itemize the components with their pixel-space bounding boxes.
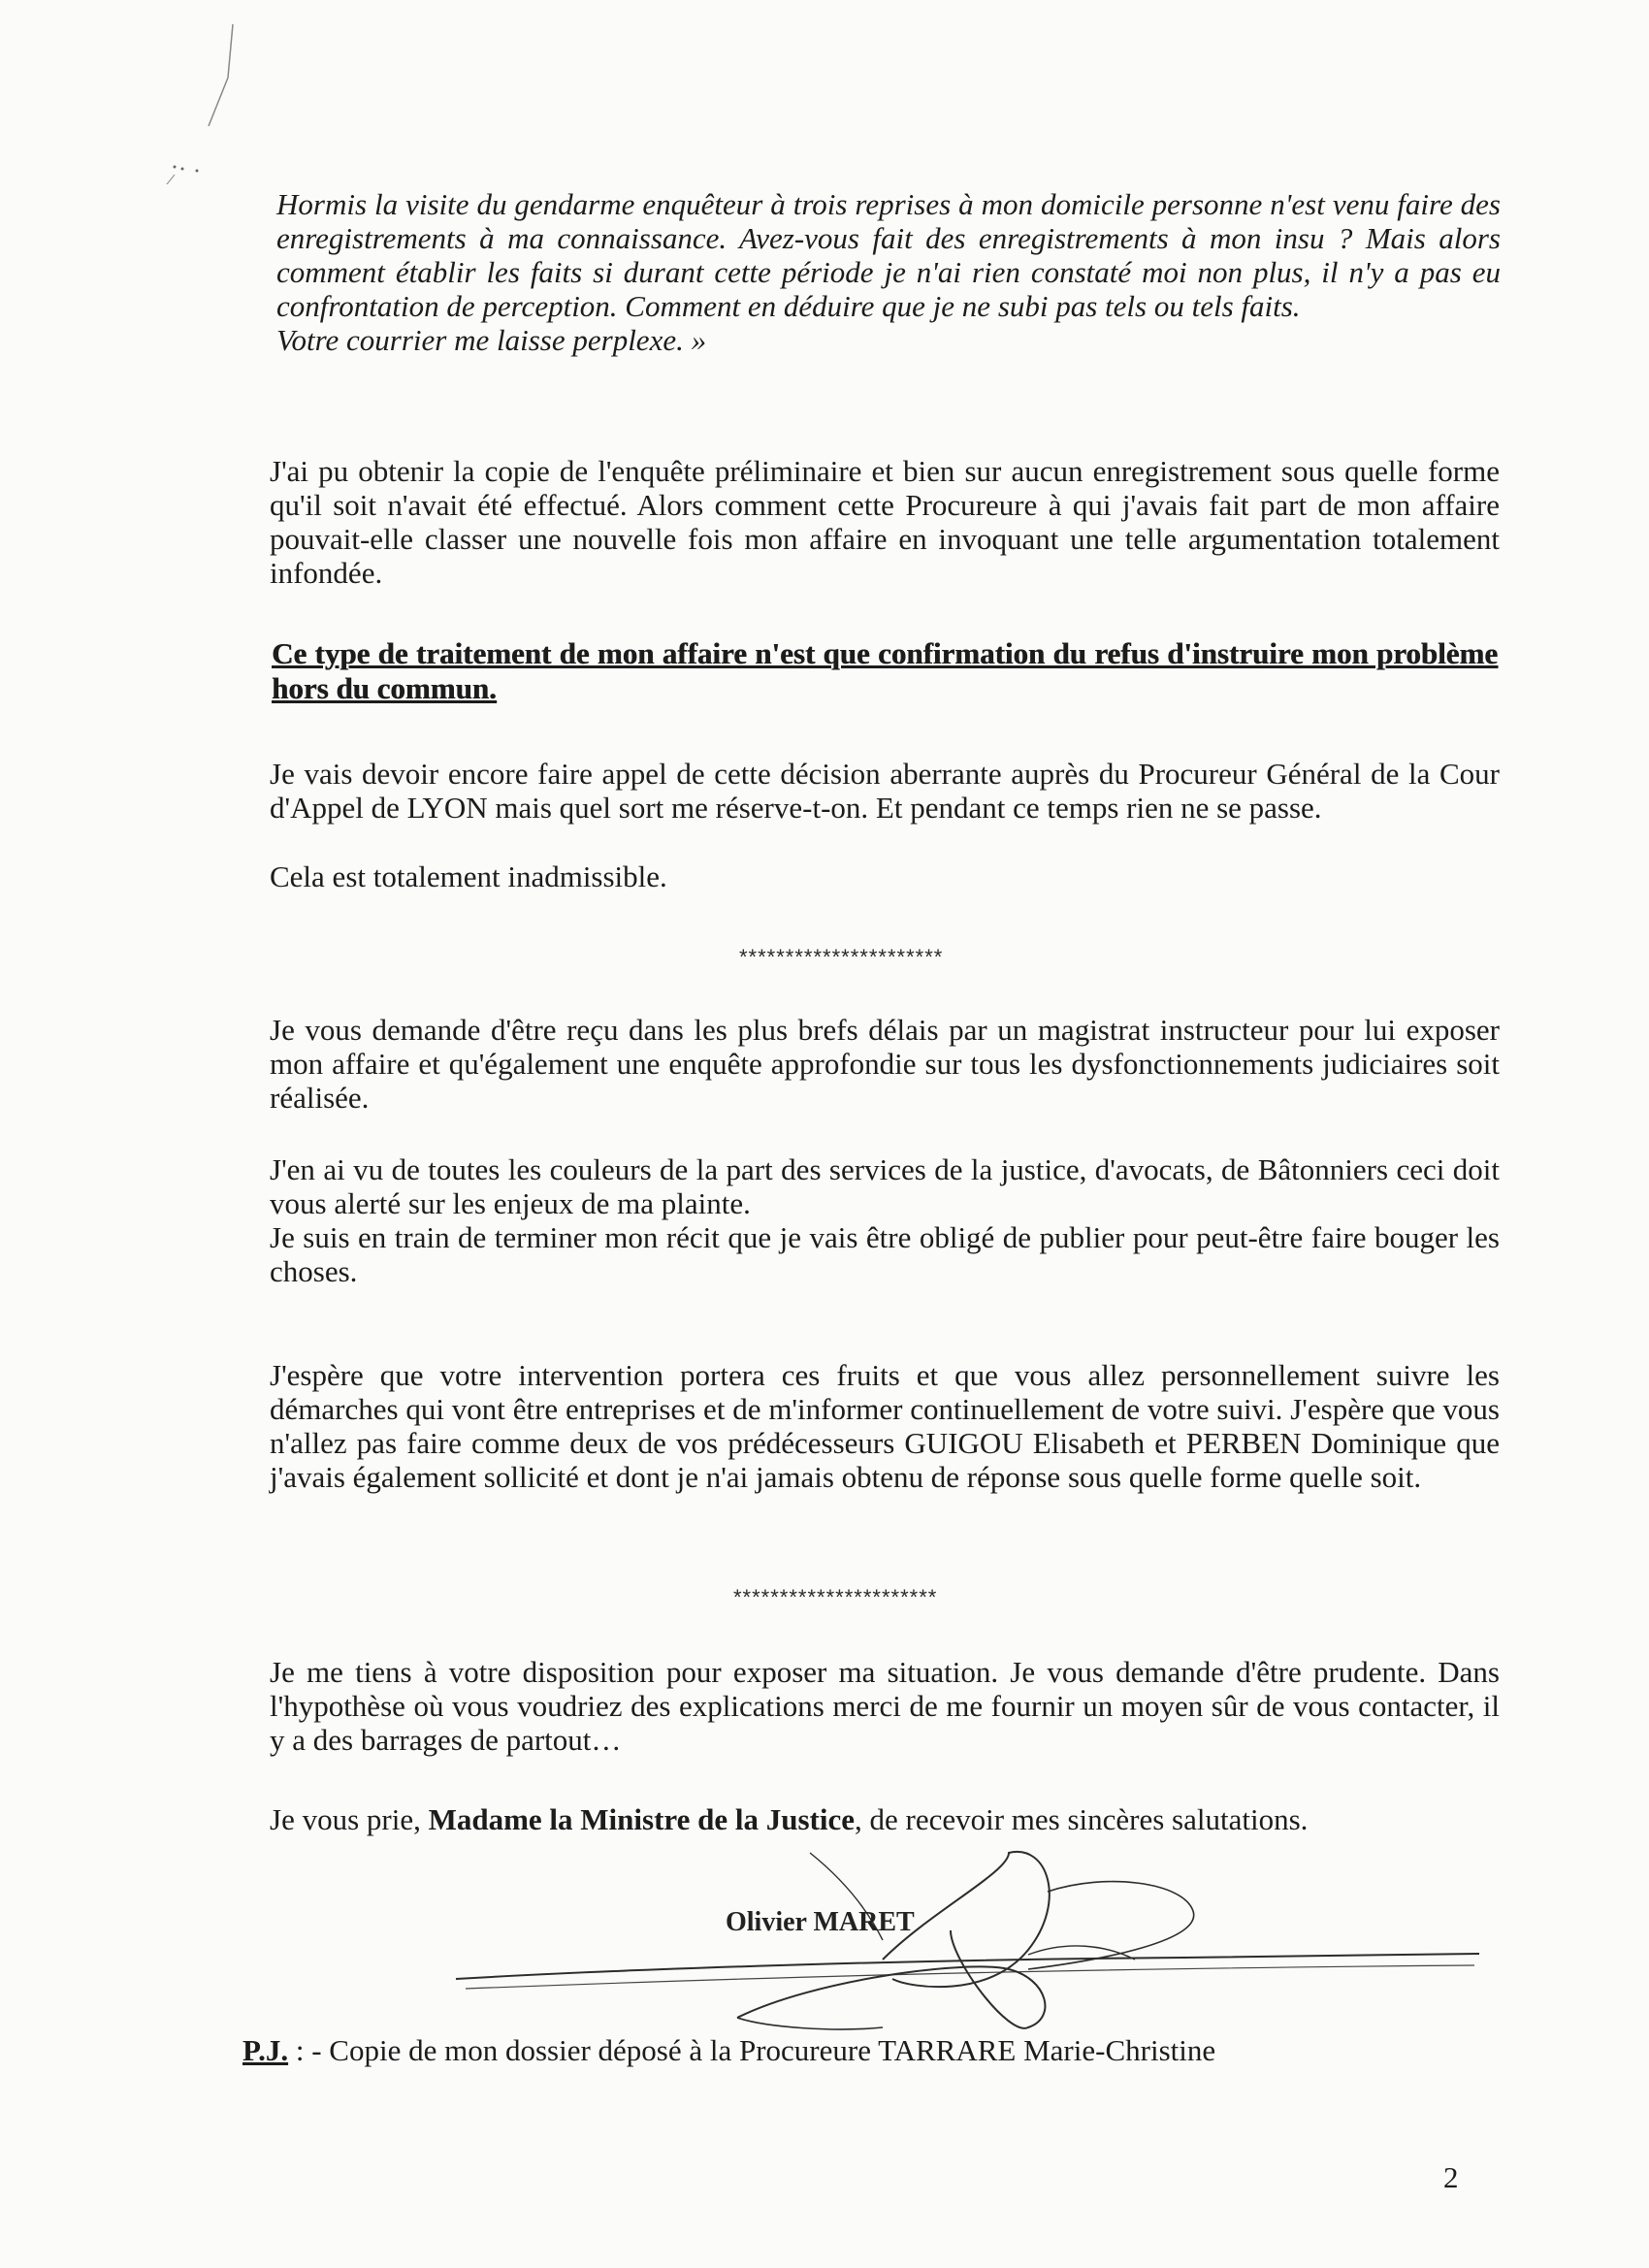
paragraph-couleurs: [270, 1152, 1500, 1288]
paragraph-magistrat: Je vous demande d'être reçu dans les plus brefs délais par un magistrat instructeur pour lui exposer mon affaire et qu'également une enquête approfondie sur tous les dysfonctionnements judiciaires soit réalisée.: [270, 1013, 1500, 1115]
quote-closing-line: Votre courrier me laisse perplexe. »: [276, 323, 707, 357]
paragraph-appel: Je vais devoir encore faire appel de cette décision aberrante auprès du Procureur Général de la Cour d'Appel de LYON mais quel sort me réserve-t-on. Et pendant ce temps rien ne se passe.: [270, 757, 1500, 825]
paragraph-enquete: J'ai pu obtenir la copie de l'enquête préliminaire et bien sur aucun enregistrement sous quelle forme qu'il soit n'avait été effectué. Alors comment cette Procureure à qui j'avais fait part de mon affaire pouvait-elle classer une nouvelle fois mon affaire en invoquant une telle argumentation totalement infondée.: [270, 454, 1500, 590]
signature-name: Olivier MARET: [726, 1907, 915, 1937]
separator-stars: **********************: [733, 1585, 938, 1609]
closing-prefix: Je vous prie,: [270, 1802, 429, 1836]
paragraph-disposition: Je me tiens à votre disposition pour exposer ma situation. Je vous demande d'être prudente. Dans l'hypothèse où vous voudriez des explications merci de me fournir un moyen sûr de vous contacter, il y a des barrages de partout…: [270, 1655, 1500, 1757]
attachment-note: [242, 2033, 1215, 2068]
paragraph-intervention: J'espère que votre intervention portera ces fruits et que vous allez personnellement suivre les démarches qui vont être entreprises et de m'informer continuellement de votre suivi. J'espère que vous n'allez pas faire comme deux de vos prédécesseurs GUIGOU Elisabeth et PERBEN Dominique que j'avais également sollicité et dont je n'ai jamais obtenu de réponse sous quelle forme quelle soit.: [270, 1358, 1500, 1494]
attachment-text: : - Copie de mon dossier déposé à la Procureure TARRARE Marie-Christine: [288, 2033, 1216, 2067]
paragraph-couleurs-line: Je suis en train de terminer mon récit que je vais être obligé de publier pour peut-être faire bouger les choses.: [270, 1220, 1500, 1288]
closing-salutation: [270, 1802, 1500, 1836]
heading-period: .: [488, 671, 497, 705]
separator-stars: **********************: [739, 945, 944, 969]
handwritten-signature: [427, 1833, 1484, 2047]
paragraph-couleurs-line: J'en ai vu de toutes les couleurs de la part des services de la justice, d'avocats, de Bâtonniers ceci doit vous alerté sur les enjeux de ma plainte.: [270, 1152, 1500, 1220]
scan-artifact-marks: [136, 19, 252, 184]
closing-suffix: , de recevoir mes sincères salutations.: [854, 1802, 1309, 1836]
page-number: 2: [1443, 2160, 1459, 2194]
underlined-bold-heading: [272, 636, 1498, 706]
heading-text: Ce type de traitement de mon affaire n'est que confirmation du refus d'instruire mon problème hors du commun: [272, 636, 1498, 705]
attachment-label: P.J.: [242, 2033, 289, 2067]
paragraph-inadmissible: Cela est totalement inadmissible.: [270, 859, 667, 893]
quote-paragraph: Hormis la visite du gendarme enquêteur à trois reprises à mon domicile personne n'est venu faire des enregistrements à ma connaissance. Avez-vous fait des enregistrements à mon insu ? Mais alors comment établir les faits si durant cette période je n'ai rien constaté moi non plus, il n'y a pas eu confrontation de perception. Comment en déduire que je ne subi pas tels ou tels faits.: [276, 187, 1501, 323]
addressee: Madame la Ministre de la Justice: [428, 1802, 855, 1836]
quoted-letter-excerpt: [276, 187, 1501, 357]
